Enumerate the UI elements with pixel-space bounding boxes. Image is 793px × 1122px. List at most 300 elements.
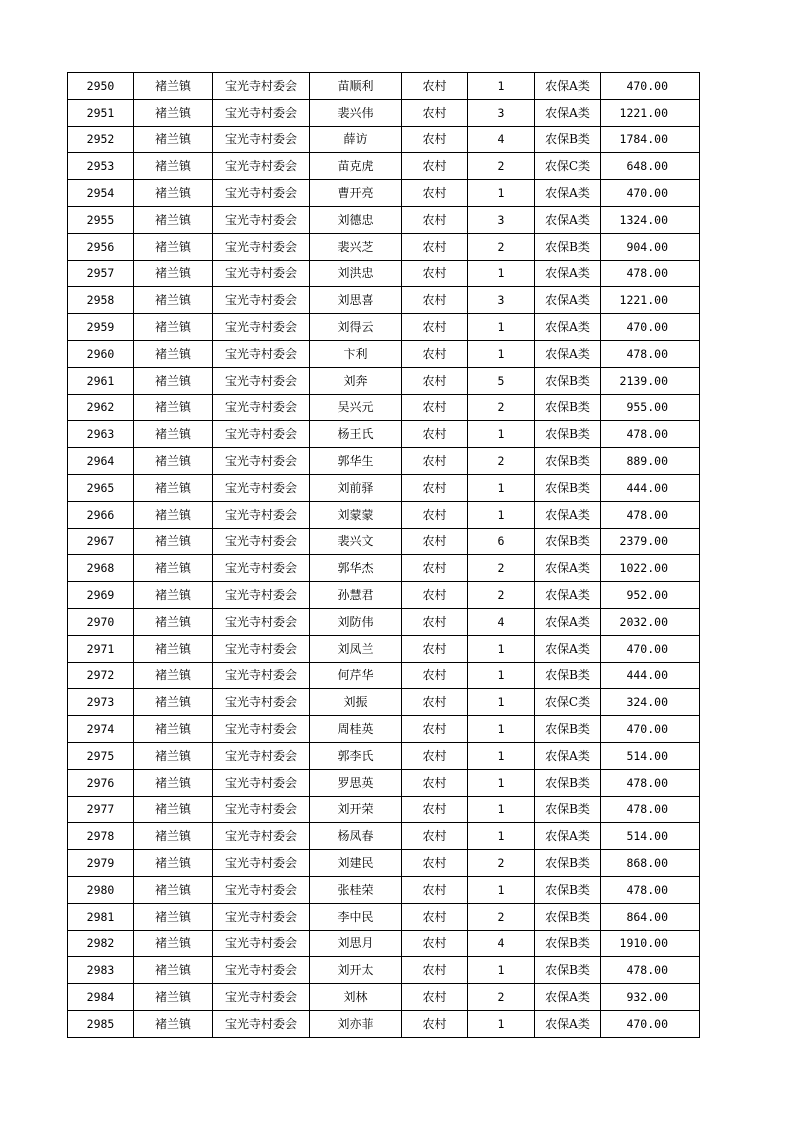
household-type-cell: 农村: [402, 314, 468, 341]
table-row: [68, 233, 700, 260]
category-cell: 农保C类: [535, 689, 601, 716]
amount-cell: 1784.00: [601, 126, 700, 153]
household-type-cell: 农村: [402, 769, 468, 796]
row-number-cell: 2982: [68, 930, 134, 957]
village-cell: 宝光寺村委会: [213, 260, 310, 287]
person-name-cell: 刘洪忠: [310, 260, 402, 287]
row-number-cell: 2978: [68, 823, 134, 850]
member-count-cell: 1: [468, 501, 535, 528]
village-cell: 宝光寺村委会: [213, 662, 310, 689]
amount-cell: 868.00: [601, 850, 700, 877]
member-count-cell: 2: [468, 233, 535, 260]
category-cell: 农保B类: [535, 850, 601, 877]
row-number-cell: 2975: [68, 742, 134, 769]
table-row: [68, 73, 700, 100]
table-row: [68, 796, 700, 823]
person-name-cell: 曹开亮: [310, 180, 402, 207]
town-cell: 褚兰镇: [134, 501, 213, 528]
village-cell: 宝光寺村委会: [213, 903, 310, 930]
village-cell: 宝光寺村委会: [213, 99, 310, 126]
village-cell: 宝光寺村委会: [213, 635, 310, 662]
household-type-cell: 农村: [402, 501, 468, 528]
category-cell: 农保C类: [535, 153, 601, 180]
member-count-cell: 5: [468, 367, 535, 394]
town-cell: 褚兰镇: [134, 287, 213, 314]
town-cell: 褚兰镇: [134, 689, 213, 716]
town-cell: 褚兰镇: [134, 582, 213, 609]
row-number-cell: 2967: [68, 528, 134, 555]
amount-cell: 478.00: [601, 421, 700, 448]
category-cell: 农保A类: [535, 73, 601, 100]
amount-cell: 1221.00: [601, 287, 700, 314]
member-count-cell: 1: [468, 474, 535, 501]
village-cell: 宝光寺村委会: [213, 448, 310, 475]
table-row: [68, 99, 700, 126]
table-row: [68, 314, 700, 341]
amount-cell: 478.00: [601, 260, 700, 287]
row-number-cell: 2953: [68, 153, 134, 180]
row-number-cell: 2952: [68, 126, 134, 153]
category-cell: 农保B类: [535, 233, 601, 260]
amount-cell: 444.00: [601, 474, 700, 501]
table-row: [68, 260, 700, 287]
household-type-cell: 农村: [402, 340, 468, 367]
amount-cell: 932.00: [601, 984, 700, 1011]
amount-cell: 2032.00: [601, 608, 700, 635]
town-cell: 褚兰镇: [134, 742, 213, 769]
member-count-cell: 4: [468, 930, 535, 957]
household-type-cell: 农村: [402, 555, 468, 582]
household-type-cell: 农村: [402, 635, 468, 662]
person-name-cell: 吴兴元: [310, 394, 402, 421]
category-cell: 农保B类: [535, 394, 601, 421]
row-number-cell: 2954: [68, 180, 134, 207]
person-name-cell: 薛访: [310, 126, 402, 153]
village-cell: 宝光寺村委会: [213, 180, 310, 207]
table-row: [68, 528, 700, 555]
town-cell: 褚兰镇: [134, 180, 213, 207]
town-cell: 褚兰镇: [134, 662, 213, 689]
person-name-cell: 刘亦菲: [310, 1010, 402, 1037]
member-count-cell: 1: [468, 260, 535, 287]
amount-cell: 478.00: [601, 957, 700, 984]
row-number-cell: 2957: [68, 260, 134, 287]
household-type-cell: 农村: [402, 180, 468, 207]
amount-cell: 470.00: [601, 635, 700, 662]
person-name-cell: 周桂英: [310, 716, 402, 743]
row-number-cell: 2981: [68, 903, 134, 930]
person-name-cell: 刘蒙蒙: [310, 501, 402, 528]
category-cell: 农保B类: [535, 126, 601, 153]
table-row: [68, 662, 700, 689]
category-cell: 农保A类: [535, 555, 601, 582]
amount-cell: 470.00: [601, 1010, 700, 1037]
household-type-cell: 农村: [402, 689, 468, 716]
category-cell: 农保A类: [535, 823, 601, 850]
table-row: [68, 689, 700, 716]
member-count-cell: 3: [468, 287, 535, 314]
table-row: [68, 769, 700, 796]
member-count-cell: 1: [468, 1010, 535, 1037]
table-row: [68, 903, 700, 930]
amount-cell: 470.00: [601, 73, 700, 100]
category-cell: 农保A类: [535, 984, 601, 1011]
table-row: [68, 957, 700, 984]
village-cell: 宝光寺村委会: [213, 742, 310, 769]
person-name-cell: 刘思月: [310, 930, 402, 957]
row-number-cell: 2972: [68, 662, 134, 689]
town-cell: 褚兰镇: [134, 608, 213, 635]
table-row: [68, 474, 700, 501]
town-cell: 褚兰镇: [134, 930, 213, 957]
town-cell: 褚兰镇: [134, 716, 213, 743]
household-type-cell: 农村: [402, 421, 468, 448]
table-row: [68, 582, 700, 609]
amount-cell: 952.00: [601, 582, 700, 609]
household-type-cell: 农村: [402, 957, 468, 984]
town-cell: 褚兰镇: [134, 394, 213, 421]
category-cell: 农保B类: [535, 876, 601, 903]
row-number-cell: 2970: [68, 608, 134, 635]
town-cell: 褚兰镇: [134, 850, 213, 877]
row-number-cell: 2963: [68, 421, 134, 448]
household-type-cell: 农村: [402, 903, 468, 930]
amount-cell: 889.00: [601, 448, 700, 475]
category-cell: 农保B类: [535, 716, 601, 743]
person-name-cell: 刘防伟: [310, 608, 402, 635]
table-row: [68, 180, 700, 207]
row-number-cell: 2985: [68, 1010, 134, 1037]
village-cell: 宝光寺村委会: [213, 528, 310, 555]
household-type-cell: 农村: [402, 394, 468, 421]
table-row: [68, 1010, 700, 1037]
town-cell: 褚兰镇: [134, 153, 213, 180]
member-count-cell: 1: [468, 769, 535, 796]
row-number-cell: 2969: [68, 582, 134, 609]
household-type-cell: 农村: [402, 823, 468, 850]
person-name-cell: 刘林: [310, 984, 402, 1011]
row-number-cell: 2950: [68, 73, 134, 100]
table-row: [68, 501, 700, 528]
table-row: [68, 635, 700, 662]
town-cell: 褚兰镇: [134, 73, 213, 100]
household-type-cell: 农村: [402, 1010, 468, 1037]
table-row: [68, 287, 700, 314]
amount-cell: 955.00: [601, 394, 700, 421]
village-cell: 宝光寺村委会: [213, 850, 310, 877]
member-count-cell: 2: [468, 850, 535, 877]
village-cell: 宝光寺村委会: [213, 769, 310, 796]
household-type-cell: 农村: [402, 73, 468, 100]
amount-cell: 470.00: [601, 180, 700, 207]
amount-cell: 444.00: [601, 662, 700, 689]
row-number-cell: 2959: [68, 314, 134, 341]
village-cell: 宝光寺村委会: [213, 501, 310, 528]
village-cell: 宝光寺村委会: [213, 367, 310, 394]
row-number-cell: 2968: [68, 555, 134, 582]
member-count-cell: 1: [468, 689, 535, 716]
household-type-cell: 农村: [402, 99, 468, 126]
person-name-cell: 刘开荣: [310, 796, 402, 823]
category-cell: 农保B类: [535, 903, 601, 930]
table-row: [68, 716, 700, 743]
table-row: [68, 555, 700, 582]
row-number-cell: 2976: [68, 769, 134, 796]
amount-cell: 1324.00: [601, 206, 700, 233]
person-name-cell: 罗思英: [310, 769, 402, 796]
table-row: [68, 823, 700, 850]
household-type-cell: 农村: [402, 153, 468, 180]
town-cell: 褚兰镇: [134, 635, 213, 662]
village-cell: 宝光寺村委会: [213, 876, 310, 903]
village-cell: 宝光寺村委会: [213, 314, 310, 341]
row-number-cell: 2984: [68, 984, 134, 1011]
category-cell: 农保A类: [535, 501, 601, 528]
household-type-cell: 农村: [402, 126, 468, 153]
row-number-cell: 2965: [68, 474, 134, 501]
member-count-cell: 1: [468, 823, 535, 850]
town-cell: 褚兰镇: [134, 99, 213, 126]
household-type-cell: 农村: [402, 608, 468, 635]
member-count-cell: 4: [468, 126, 535, 153]
village-cell: 宝光寺村委会: [213, 984, 310, 1011]
table-row: [68, 367, 700, 394]
category-cell: 农保B类: [535, 448, 601, 475]
amount-cell: 514.00: [601, 742, 700, 769]
town-cell: 褚兰镇: [134, 555, 213, 582]
row-number-cell: 2979: [68, 850, 134, 877]
town-cell: 褚兰镇: [134, 126, 213, 153]
category-cell: 农保B类: [535, 421, 601, 448]
member-count-cell: 3: [468, 206, 535, 233]
household-type-cell: 农村: [402, 662, 468, 689]
member-count-cell: 3: [468, 99, 535, 126]
village-cell: 宝光寺村委会: [213, 582, 310, 609]
amount-cell: 478.00: [601, 501, 700, 528]
person-name-cell: 杨王氏: [310, 421, 402, 448]
category-cell: 农保B类: [535, 930, 601, 957]
household-type-cell: 农村: [402, 716, 468, 743]
village-cell: 宝光寺村委会: [213, 555, 310, 582]
person-name-cell: 卞利: [310, 340, 402, 367]
row-number-cell: 2958: [68, 287, 134, 314]
household-type-cell: 农村: [402, 448, 468, 475]
table-body: [68, 73, 700, 1038]
category-cell: 农保A类: [535, 180, 601, 207]
person-name-cell: 刘奔: [310, 367, 402, 394]
household-type-cell: 农村: [402, 742, 468, 769]
member-count-cell: 1: [468, 314, 535, 341]
village-cell: 宝光寺村委会: [213, 394, 310, 421]
member-count-cell: 1: [468, 742, 535, 769]
row-number-cell: 2983: [68, 957, 134, 984]
member-count-cell: 1: [468, 340, 535, 367]
category-cell: 农保A类: [535, 340, 601, 367]
table-row: [68, 984, 700, 1011]
member-count-cell: 4: [468, 608, 535, 635]
member-count-cell: 2: [468, 153, 535, 180]
amount-cell: 2379.00: [601, 528, 700, 555]
table-row: [68, 930, 700, 957]
person-name-cell: 张桂荣: [310, 876, 402, 903]
member-count-cell: 2: [468, 903, 535, 930]
amount-cell: 478.00: [601, 876, 700, 903]
category-cell: 农保A类: [535, 1010, 601, 1037]
household-type-cell: 农村: [402, 287, 468, 314]
amount-cell: 2139.00: [601, 367, 700, 394]
person-name-cell: 孙慧君: [310, 582, 402, 609]
member-count-cell: 2: [468, 984, 535, 1011]
person-name-cell: 何芹华: [310, 662, 402, 689]
category-cell: 农保A类: [535, 608, 601, 635]
household-type-cell: 农村: [402, 367, 468, 394]
household-type-cell: 农村: [402, 474, 468, 501]
household-type-cell: 农村: [402, 233, 468, 260]
amount-cell: 478.00: [601, 796, 700, 823]
member-count-cell: 1: [468, 635, 535, 662]
village-cell: 宝光寺村委会: [213, 957, 310, 984]
town-cell: 褚兰镇: [134, 233, 213, 260]
category-cell: 农保B类: [535, 662, 601, 689]
village-cell: 宝光寺村委会: [213, 1010, 310, 1037]
category-cell: 农保B类: [535, 367, 601, 394]
row-number-cell: 2971: [68, 635, 134, 662]
member-count-cell: 1: [468, 180, 535, 207]
village-cell: 宝光寺村委会: [213, 340, 310, 367]
town-cell: 褚兰镇: [134, 421, 213, 448]
amount-cell: 648.00: [601, 153, 700, 180]
person-name-cell: 郭华杰: [310, 555, 402, 582]
town-cell: 褚兰镇: [134, 903, 213, 930]
row-number-cell: 2960: [68, 340, 134, 367]
amount-cell: 904.00: [601, 233, 700, 260]
table-row: [68, 206, 700, 233]
household-type-cell: 农村: [402, 528, 468, 555]
table-row: [68, 850, 700, 877]
row-number-cell: 2974: [68, 716, 134, 743]
table-row: [68, 340, 700, 367]
row-number-cell: 2973: [68, 689, 134, 716]
row-number-cell: 2962: [68, 394, 134, 421]
village-cell: 宝光寺村委会: [213, 716, 310, 743]
category-cell: 农保B类: [535, 796, 601, 823]
person-name-cell: 苗克虎: [310, 153, 402, 180]
amount-cell: 1221.00: [601, 99, 700, 126]
category-cell: 农保B类: [535, 528, 601, 555]
town-cell: 褚兰镇: [134, 796, 213, 823]
row-number-cell: 2951: [68, 99, 134, 126]
category-cell: 农保B类: [535, 474, 601, 501]
amount-cell: 324.00: [601, 689, 700, 716]
member-count-cell: 1: [468, 662, 535, 689]
amount-cell: 470.00: [601, 716, 700, 743]
town-cell: 褚兰镇: [134, 769, 213, 796]
person-name-cell: 刘得云: [310, 314, 402, 341]
village-cell: 宝光寺村委会: [213, 930, 310, 957]
table-row: [68, 394, 700, 421]
person-name-cell: 刘思喜: [310, 287, 402, 314]
village-cell: 宝光寺村委会: [213, 823, 310, 850]
town-cell: 褚兰镇: [134, 957, 213, 984]
village-cell: 宝光寺村委会: [213, 796, 310, 823]
category-cell: 农保A类: [535, 99, 601, 126]
row-number-cell: 2955: [68, 206, 134, 233]
household-type-cell: 农村: [402, 850, 468, 877]
household-type-cell: 农村: [402, 984, 468, 1011]
amount-cell: 864.00: [601, 903, 700, 930]
category-cell: 农保A类: [535, 206, 601, 233]
town-cell: 褚兰镇: [134, 1010, 213, 1037]
row-number-cell: 2961: [68, 367, 134, 394]
amount-cell: 1022.00: [601, 555, 700, 582]
row-number-cell: 2977: [68, 796, 134, 823]
person-name-cell: 裴兴芝: [310, 233, 402, 260]
village-cell: 宝光寺村委会: [213, 287, 310, 314]
person-name-cell: 杨凤春: [310, 823, 402, 850]
town-cell: 褚兰镇: [134, 823, 213, 850]
row-number-cell: 2966: [68, 501, 134, 528]
person-name-cell: 裴兴文: [310, 528, 402, 555]
village-cell: 宝光寺村委会: [213, 153, 310, 180]
village-cell: 宝光寺村委会: [213, 126, 310, 153]
person-name-cell: 郭华生: [310, 448, 402, 475]
town-cell: 褚兰镇: [134, 340, 213, 367]
town-cell: 褚兰镇: [134, 528, 213, 555]
table-row: [68, 876, 700, 903]
town-cell: 褚兰镇: [134, 260, 213, 287]
member-count-cell: 1: [468, 73, 535, 100]
town-cell: 褚兰镇: [134, 367, 213, 394]
amount-cell: 470.00: [601, 314, 700, 341]
member-count-cell: 2: [468, 448, 535, 475]
table-row: [68, 448, 700, 475]
amount-cell: 1910.00: [601, 930, 700, 957]
data-table: [67, 72, 700, 1038]
household-type-cell: 农村: [402, 930, 468, 957]
village-cell: 宝光寺村委会: [213, 73, 310, 100]
member-count-cell: 1: [468, 716, 535, 743]
table-row: [68, 421, 700, 448]
household-type-cell: 农村: [402, 582, 468, 609]
category-cell: 农保A类: [535, 742, 601, 769]
amount-cell: 478.00: [601, 769, 700, 796]
amount-cell: 478.00: [601, 340, 700, 367]
town-cell: 褚兰镇: [134, 206, 213, 233]
household-type-cell: 农村: [402, 796, 468, 823]
member-count-cell: 2: [468, 394, 535, 421]
amount-cell: 514.00: [601, 823, 700, 850]
town-cell: 褚兰镇: [134, 448, 213, 475]
table-row: [68, 742, 700, 769]
category-cell: 农保A类: [535, 582, 601, 609]
table-row: [68, 126, 700, 153]
category-cell: 农保A类: [535, 314, 601, 341]
person-name-cell: 刘振: [310, 689, 402, 716]
member-count-cell: 2: [468, 582, 535, 609]
category-cell: 农保B类: [535, 769, 601, 796]
household-type-cell: 农村: [402, 260, 468, 287]
person-name-cell: 李中民: [310, 903, 402, 930]
person-name-cell: 刘开太: [310, 957, 402, 984]
row-number-cell: 2964: [68, 448, 134, 475]
town-cell: 褚兰镇: [134, 876, 213, 903]
member-count-cell: 6: [468, 528, 535, 555]
town-cell: 褚兰镇: [134, 314, 213, 341]
row-number-cell: 2980: [68, 876, 134, 903]
town-cell: 褚兰镇: [134, 984, 213, 1011]
village-cell: 宝光寺村委会: [213, 689, 310, 716]
village-cell: 宝光寺村委会: [213, 421, 310, 448]
